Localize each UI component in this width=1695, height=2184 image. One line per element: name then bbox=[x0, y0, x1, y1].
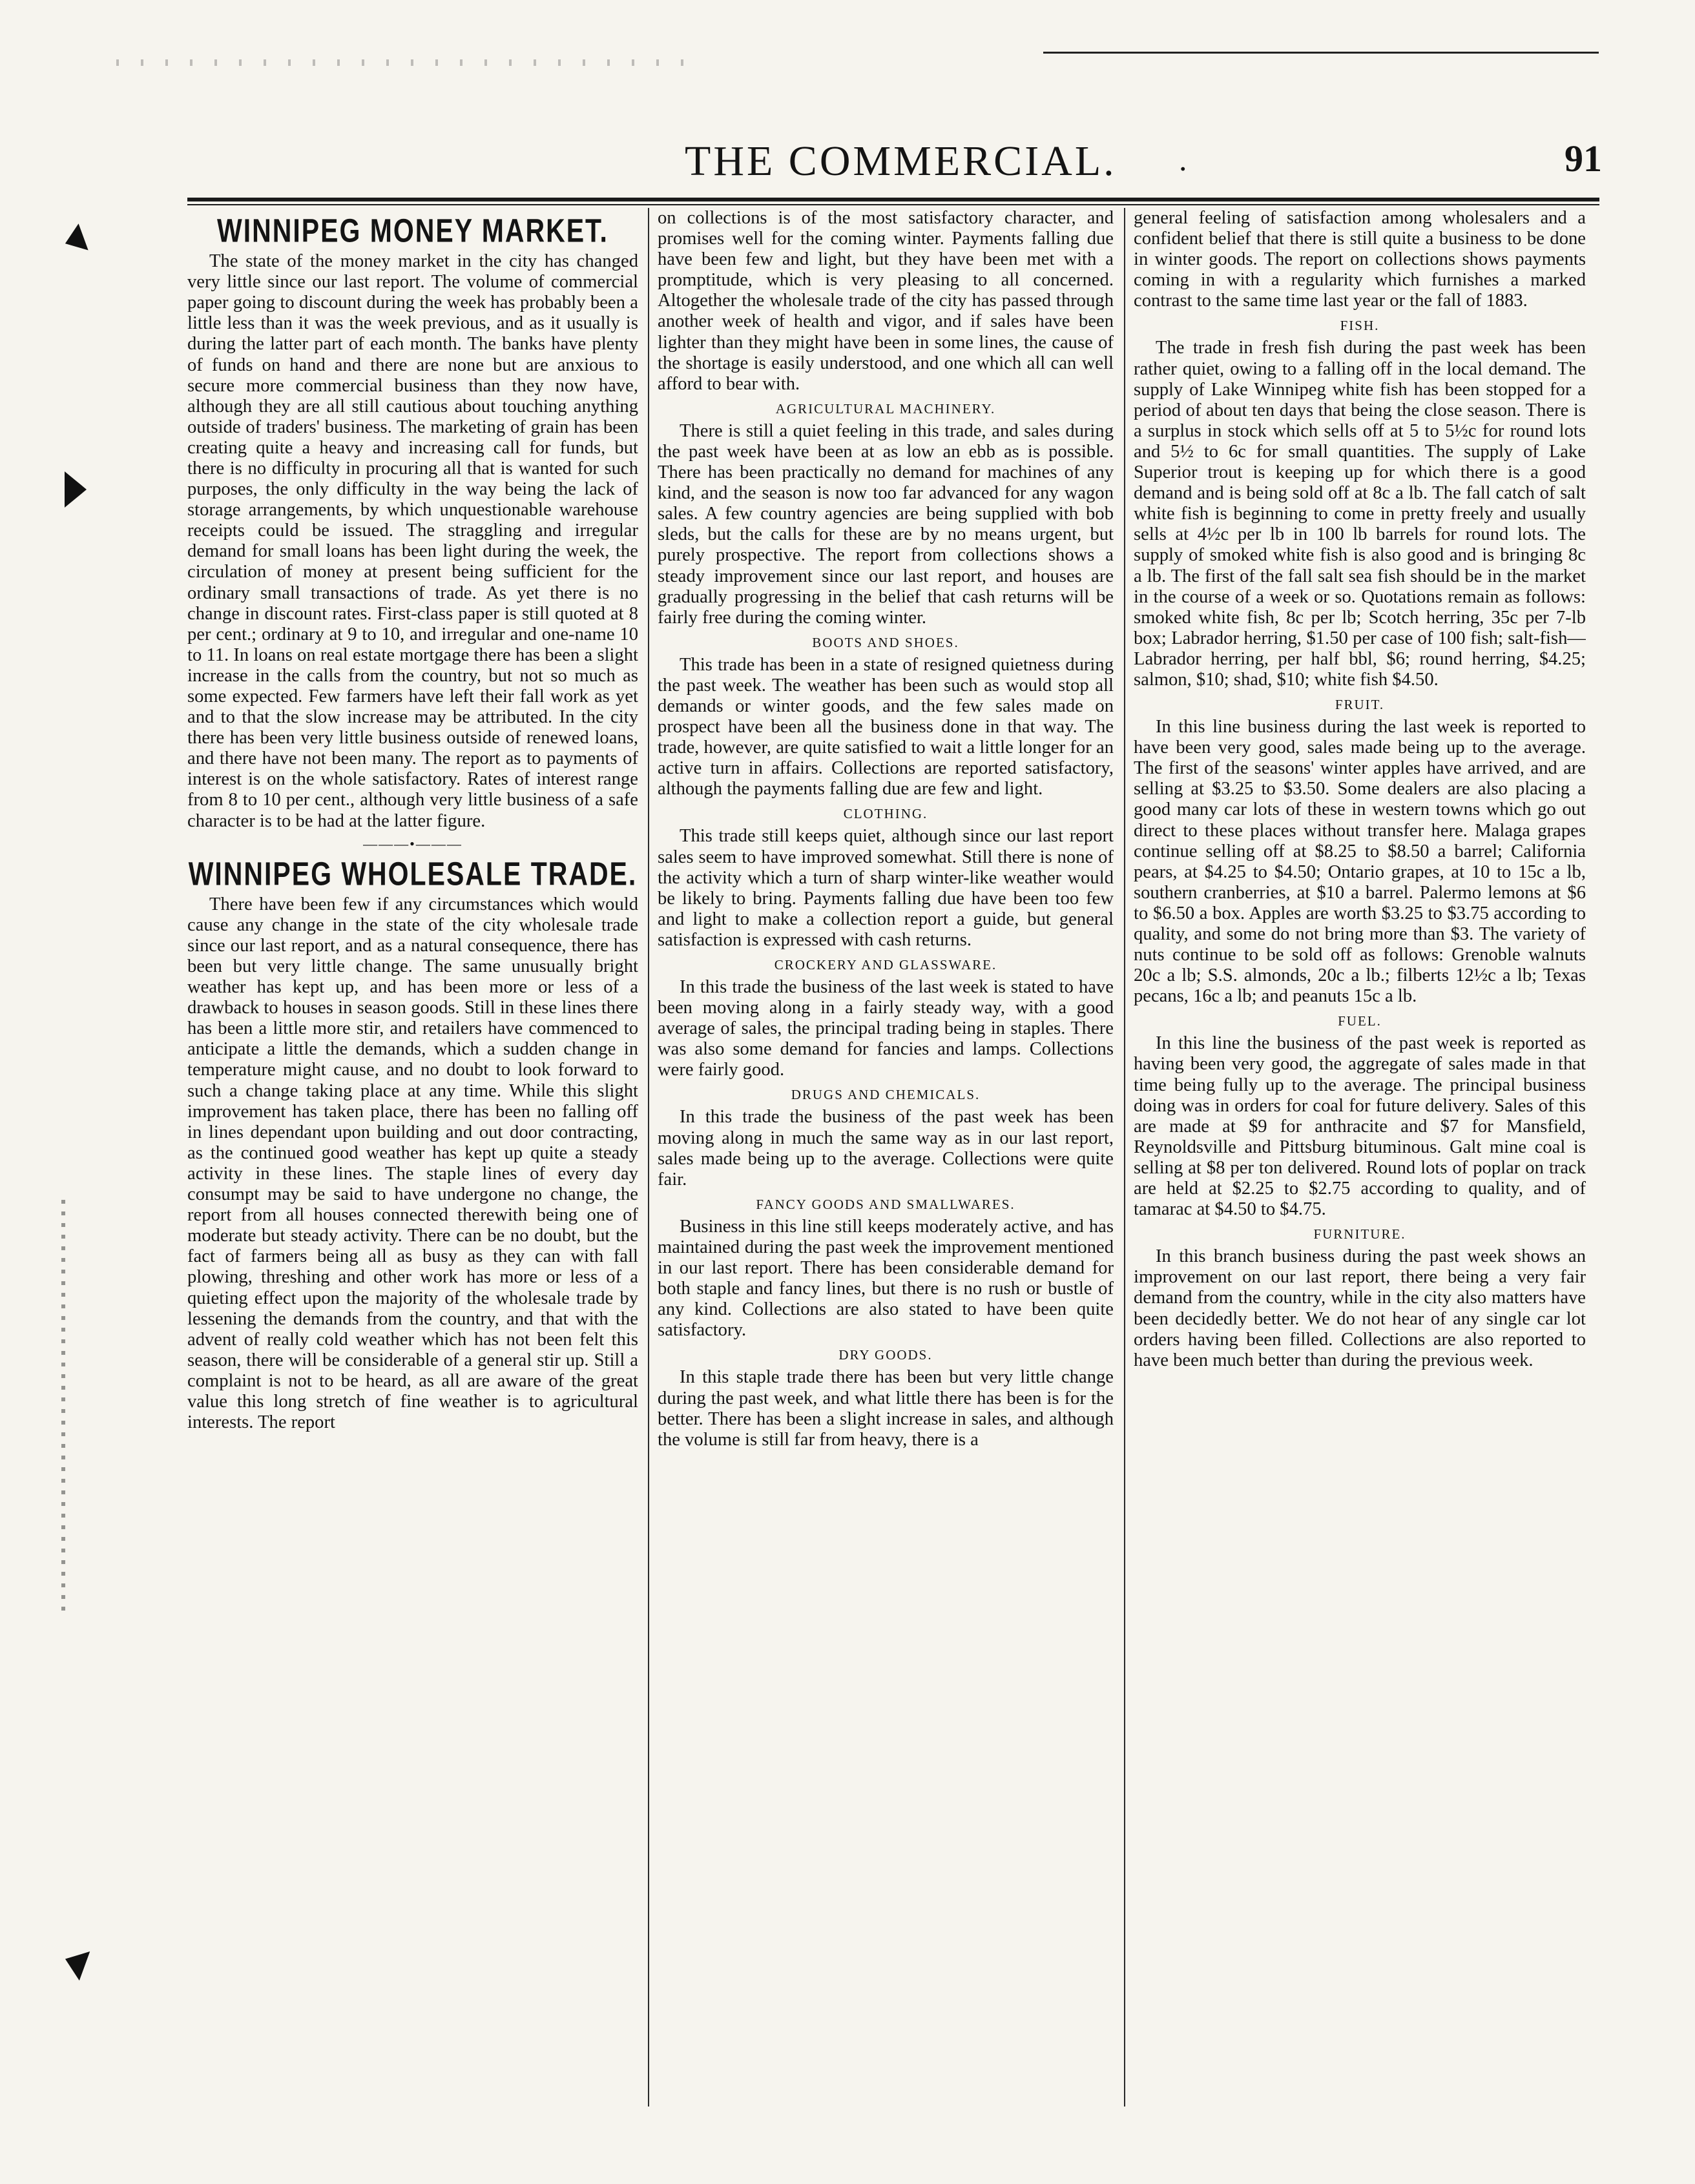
article-divider: ———•——— bbox=[363, 835, 463, 852]
section-subheading: CROCKERY AND GLASSWARE. bbox=[774, 957, 997, 973]
section-subheading: FRUIT. bbox=[1335, 697, 1385, 713]
body-paragraph: general feeling of satisfaction among wholesalers and a confident belief that there is still quite a business to be done in winter goods. The report on collections shows payments coming in with a regularity which furnishes a marked contrast to the same time last year or the fall of 1883. bbox=[1134, 208, 1586, 311]
article-headline: WINNIPEG MONEY MARKET. bbox=[217, 212, 608, 249]
section-subheading: CLOTHING. bbox=[843, 806, 928, 822]
body-paragraph: The state of the money market in the city has changed very little since our last report. The volume of commercial paper going to discount during the week has probably been a little less than it was the week previous, and as it usually is during the latter part of each month. The banks have plenty of funds on hand and there are none but are anxious to secure more commercial business than they now have, although they are all still cautious about touching anything outside of traders' business. The marketing of grain has been creating quite a heavy and increasing call for funds, but there is no difficulty in procuring all that is wanted for such purposes, the only difficulty in the way being the lack of storage arrangements, by which unquestionable warehouse receipts could be issued. The straggling and irregular demand for small loans has been light during the week, the circulation of money at present being sufficient for the ordinary small transactions of trade. As yet there is no change in discount rates. First-class paper is still quoted at 8 per cent.; ordinary at 9 to 10, and irregular and one-name 10 to 11. In loans on real estate mortgage there has been a slight increase in the calls from the country, but not so much as some expected. Few farmers have left their fall work as yet and to that the slow increase may be attributed. In the city there has been very little business outside of renewed loans, and there have not been many. The report as to payments of interest is on the whole satisfactory. Rates of interest range from 8 to 10 per cent., although very little business of a safe character is to be had at the latter figure. bbox=[187, 251, 638, 831]
header-rule-thick bbox=[187, 198, 1599, 201]
body-paragraph: In this staple trade there has been but very little change during the past week, and what little there has been is for the better. There has been a slight increase in sales, and although the volume is still far from heavy, there is a bbox=[658, 1367, 1114, 1450]
margin-scan-noise bbox=[61, 1200, 65, 1613]
section-subheading: FISH. bbox=[1340, 318, 1380, 334]
body-paragraph: In this trade the business of the last week is stated to have been moving along in a fairly steady way, with a good average of sales, the principal trading being in staples. There was also some demand for fancies and lamps. Collections were fairly good. bbox=[658, 977, 1114, 1080]
section-subheading: DRY GOODS. bbox=[838, 1347, 933, 1363]
article-headline: WINNIPEG WHOLESALE TRADE. bbox=[188, 854, 638, 892]
section-subheading: DRUGS AND CHEMICALS. bbox=[791, 1087, 981, 1103]
section-subheading: FANCY GOODS AND SMALLWARES. bbox=[756, 1196, 1015, 1212]
masthead bbox=[181, 137, 1602, 189]
body-paragraph: This trade has been in a state of resigned quietness during the past week. The weather has been such as would stop all demands or winter goods, and the few sales made on prospect have been all the business done in that way. The trade, however, are quite satisfied to wait a little longer for an active turn in affairs. Collections are reported satisfactory, although the payments falling due are few and light. bbox=[658, 654, 1114, 799]
column-divider-1 bbox=[648, 208, 649, 2107]
body-paragraph: on collections is of the most satisfactory character, and promises well for the coming winter. Payments falling due have been few and light, but they have been met with a promptitude, which is very pleasing to all concerned. Altogether the wholesale trade of the city has passed through another week of health and vigor, and if sales have been lighter than they might have been in some lines, the cause of the shortage is easily understood, and one which all can well afford to bear with. bbox=[658, 208, 1114, 394]
header-rule-thin bbox=[187, 204, 1599, 205]
section-subheading: AGRICULTURAL MACHINERY. bbox=[775, 400, 996, 417]
masthead-dot: . bbox=[1179, 141, 1187, 178]
column-2 bbox=[658, 208, 1114, 2113]
page-number: 91 bbox=[1565, 138, 1602, 180]
column-3 bbox=[1134, 208, 1586, 2113]
body-paragraph: This trade still keeps quiet, although since our last report sales seem to have improved somewhat. Still there is none of the activity which a turn of sharp winter-like weather would be likely to bring. Payments falling due have been too few and light to make a collection report a guide, but general satisfaction is expressed with cash returns. bbox=[658, 826, 1114, 950]
column-divider-2 bbox=[1124, 208, 1125, 2107]
top-rule bbox=[1043, 52, 1599, 54]
body-paragraph: Business in this line still keeps moderately active, and has maintained during the past week the improvement mentioned in our last report. There has been considerable demand for both staple and fancy lines, but there is no rush or bustle of any kind. Collections are also stated to have been quite satisfactory. bbox=[658, 1216, 1114, 1341]
margin-arrow-mark bbox=[60, 1944, 90, 1981]
body-paragraph: In this line the business of the past week is reported as having been very good, the aggregate of sales made in that time being fully up to the average. The principal business doing was in orders for coal for future delivery. Sales of this are made at $9 for anthracite and $7 for Mansfield, Reynoldsville and Pittsburg bituminous. Galt mine coal is selling at $8 per ton delivered. Round lots of poplar on track are held at $2.25 to $2.75 according to quality, and of tamarac at $4.50 to $4.75. bbox=[1134, 1033, 1586, 1220]
body-paragraph: In this trade the business of the past week has been moving along in much the same way as in our last report, sales made being up to the average. Collections were quite fair. bbox=[658, 1107, 1114, 1190]
margin-arrow-mark bbox=[65, 471, 87, 508]
publication-title: THE COMMERCIAL. bbox=[685, 138, 1117, 185]
body-paragraph: In this line business during the last week is reported to have been very good, sales made being up to the average. The first of the seasons' winter apples have arrived, and are selling at $3.25 to $3.50. Some dealers are also placing a good many car lots of these in western towns which go out direct to these places without transfer here. Malaga grapes continue selling off at $8.25 to $8.50 a barrel; California pears, at $4.25 to $4.50; Ontario grapes, at 10 to 15c a lb, southern cranberries, at $10 a barrel. Palermo lemons at $6 to $6.50 a box. Apples are worth $3.25 to $3.75 according to quality, and some do not bring more than $3. The variety of nuts continue to be sold off as follows: Grenoble walnuts 20c a lb; S.S. almonds, 20c a lb.; filberts 12½c a lb; Texas pecans, 16c a lb; and peanuts 15c a lb. bbox=[1134, 717, 1586, 1007]
section-subheading: FUEL. bbox=[1338, 1013, 1382, 1029]
margin-arrow-mark bbox=[60, 223, 88, 257]
print-specks bbox=[116, 59, 698, 66]
body-paragraph: There is still a quiet feeling in this trade, and sales during the past week have been at as low an ebb as is possible. There has been practically no demand for machines of any kind, and the season is now too far advanced for any wagon sales. A few country agencies are being supplied with bob sleds, but the calls for these are by no means urgent, but purely prospective. The report from collections shows a steady improvement since our last report, and houses are gradually progressing in the belief that cash returns will be fairly free during the coming winter. bbox=[658, 420, 1114, 628]
body-paragraph: The trade in fresh fish during the past week has been rather quiet, owing to a falling off in the local demand. The supply of Lake Winnipeg white fish has been stopped for a period of about ten days that being the close season. There is a surplus in stock which sells off at 5 to 5½c for round lots and 5½ to 6c for small quantities. The supply of Lake Superior trout is keeping up for which there is a good demand and is being sold off at 8c a lb. The fall catch of salt white fish is beginning to come in pretty freely and usually sells at 4½c per lb in 100 lb barrels for round lots. The supply of smoked white fish is also good and is bringing 8c a lb. The first of the fall salt sea fish should be in the market in the course of a week or so. Quotations remain as follows: smoked white fish, 8c per lb; Scotch herring, 35c per 7-lb box; Labrador herring, $1.50 per case of 100 fish; salt-fish—Labrador herring, per half bbl, $6; round herring, $4.25; salmon, $10; shad, $10; white fish $4.50. bbox=[1134, 338, 1586, 690]
body-paragraph: There have been few if any circumstances which would cause any change in the state of the city wholesale trade since our last report, and as a natural consequence, there has been but very little change. The same unusually bright weather has kept up, and has been more or less of a drawback to houses in season goods. Still in these lines there has been a little more stir, and retailers have commenced to anticipate a little the demands, which a sudden change in temperature might cause, and no doubt to look forward to such a change taking place at any time. While this slight improvement has taken place, there has been no falling off in lines dependant upon building and out door contracting, as the continued good weather has kept up quite a steady activity in these lines. The staple lines of every day consumpt may be said to have undergone no change, the report from all houses connected therewith being one of moderate but steady activity. There can be no doubt, but the fact of farmers being all as busy as they can with fall plowing, threshing and other work has more or less of a quieting effect upon the majority of the wholesale trade by lessening the demands from the country, and that with the advent of really cold weather which has not been felt this season, there will be considerable of a general stir up. Still a complaint is not to be heard, as all are aware of the great value this long stretch of fine weather is to agricultural interests. The report bbox=[187, 894, 638, 1433]
column-1 bbox=[187, 208, 638, 2113]
section-subheading: FURNITURE. bbox=[1313, 1226, 1406, 1242]
body-paragraph: In this branch business during the past week shows an improvement on our last report, there being a very fair demand from the country, while in the city also matters have been decidedly better. We do not hear of any single car lot orders having been filled. Collections are also reported to have been much better than during the previous week. bbox=[1134, 1246, 1586, 1370]
section-subheading: BOOTS AND SHOES. bbox=[812, 634, 959, 650]
